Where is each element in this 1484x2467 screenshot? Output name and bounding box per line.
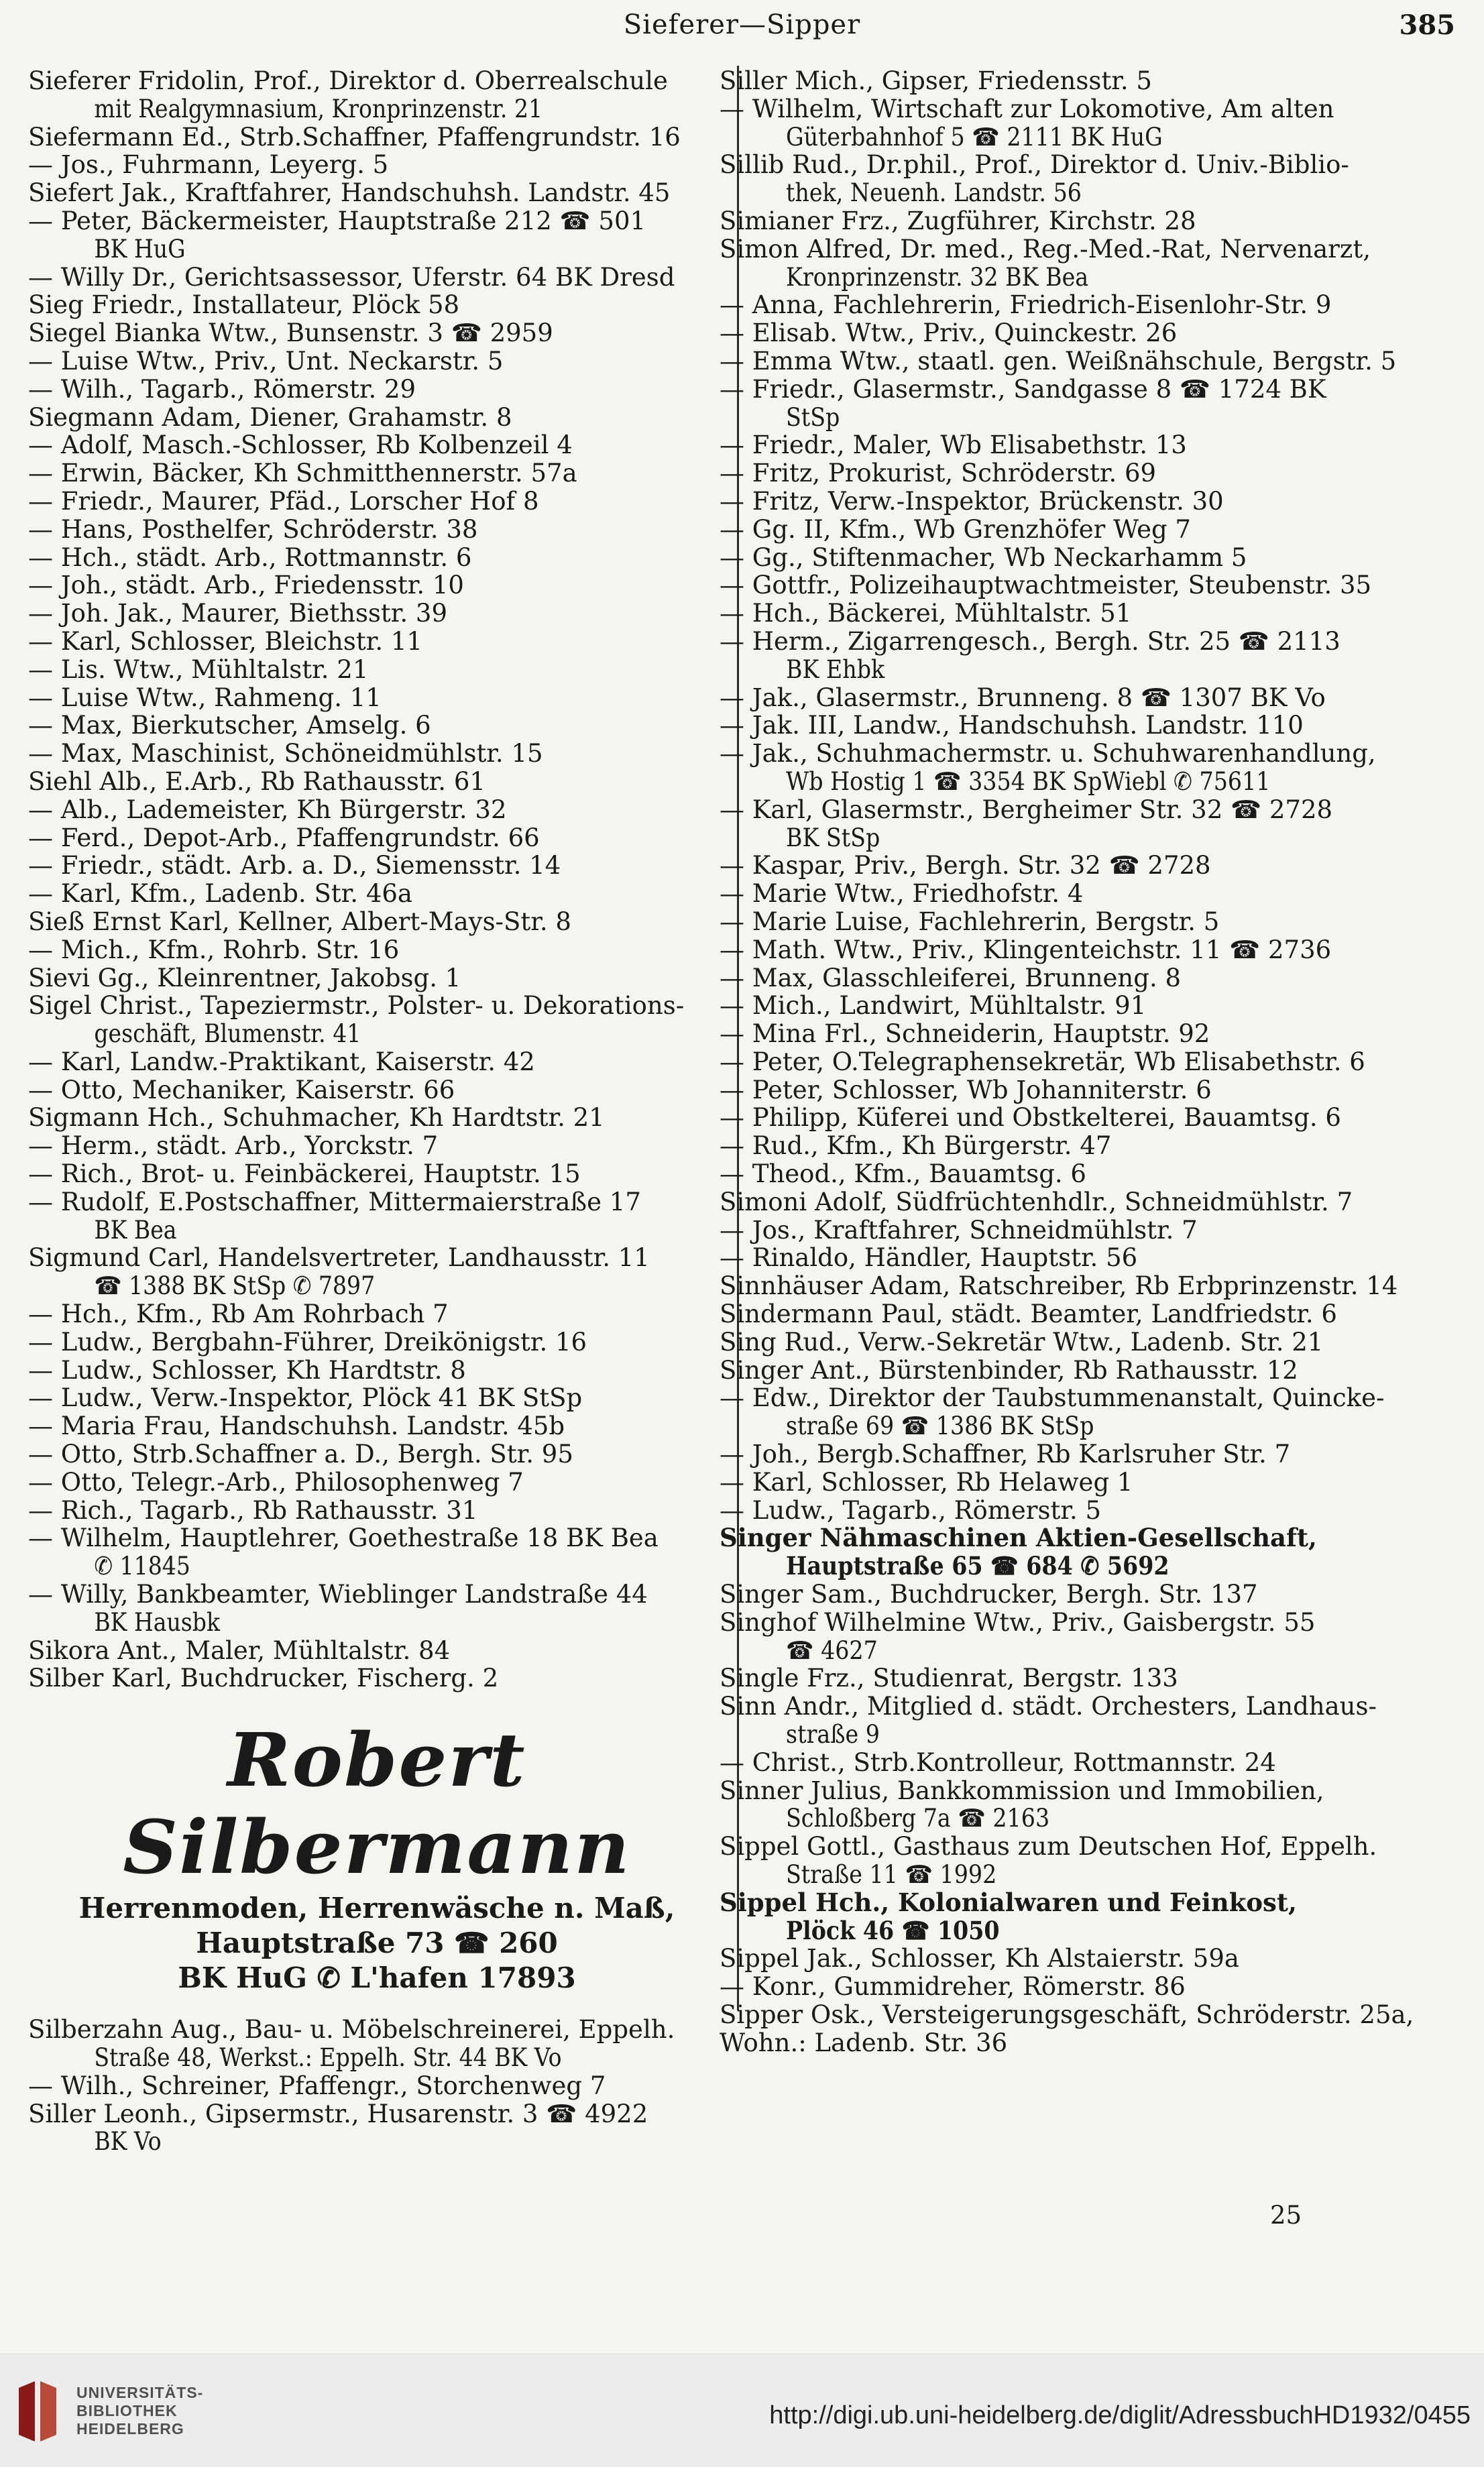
- directory-entry: — Herm., städt. Arb., Yorckstr. 7: [28, 1131, 439, 1161]
- page-header-number: 385: [1399, 9, 1455, 41]
- directory-entry: Straße 48, Werkst.: Eppelh. Str. 44 BK Vo: [94, 2043, 562, 2073]
- directory-entry: Straße 11 ☎ 1992: [786, 1860, 997, 1889]
- directory-entry: thek, Neuenh. Landstr. 56: [786, 178, 1082, 208]
- directory-entry: Sippel Jak., Schlosser, Kh Alstaierstr. 59a: [720, 1944, 1239, 1973]
- directory-entry: Simon Alfred, Dr. med., Reg.-Med.-Rat, Nervenarzt,: [720, 234, 1371, 264]
- directory-entry: — Christ., Strb.Kontrolleur, Rottmannstr. 24: [720, 1747, 1276, 1777]
- directory-entry: Simoni Adolf, Südfrüchtenhdlr., Schneidmühlstr. 7: [720, 1187, 1353, 1216]
- right-entries: [720, 67, 1457, 2057]
- directory-entry: — Konr., Gummidreher, Römerstr. 86: [720, 1972, 1186, 2002]
- directory-entry: geschäft, Blumenstr. 41: [94, 1019, 361, 1049]
- directory-entry: — Jak. III, Landw., Handschuhsh. Landstr. 110: [720, 711, 1304, 740]
- directory-entry: Sigmund Carl, Handelsvertreter, Landhausstr. 11: [28, 1243, 650, 1273]
- directory-entry: Siefermann Ed., Strb.Schaffner, Pfaffengrundstr. 16: [28, 122, 681, 152]
- ad-line-1: Herrenmoden, Herrenwäsche n. Maß,: [78, 1892, 675, 1925]
- directory-entry: ☎ 4627: [786, 1636, 878, 1665]
- directory-entry: — Math. Wtw., Priv., Klingenteichstr. 11 ☎ 2736: [720, 935, 1332, 964]
- source-url-link[interactable]: http://digi.ub.uni-heidelberg.de/diglit/AdressbuchHD1932/0455: [769, 2401, 1471, 2429]
- directory-entry: Siller Leonh., Gipsermstr., Husarenstr. 3 ☎ 4922: [28, 2099, 648, 2128]
- directory-entry: — Rud., Kfm., Kh Bürgerstr. 47: [720, 1131, 1112, 1161]
- directory-entry: — Gottfr., Polizeihauptwachtmeister, Steubenstr. 35: [720, 571, 1372, 600]
- directory-entry: — Marie Wtw., Friedhofstr. 4: [720, 879, 1084, 909]
- directory-entry: — Wilh., Tagarb., Römerstr. 29: [28, 374, 416, 404]
- directory-entry: straße 69 ☎ 1386 BK StSp: [786, 1412, 1094, 1441]
- directory-entry: — Elisab. Wtw., Priv., Quinckestr. 26: [720, 319, 1178, 348]
- directory-entry: — Mich., Kfm., Rohrb. Str. 16: [28, 935, 400, 964]
- institution-line: UNIVERSITÄTS-: [76, 2384, 204, 2401]
- directory-entry: Güterbahnhof 5 ☎ 2111 BK HuG: [786, 122, 1163, 152]
- directory-entry: — Erwin, Bäcker, Kh Schmitthennerstr. 57a: [28, 459, 577, 488]
- directory-entry: — Anna, Fachlehrerin, Friedrich-Eisenlohr-Str. 9: [720, 290, 1332, 320]
- directory-entry: — Max, Bierkutscher, Amselg. 6: [28, 711, 431, 740]
- directory-entry: — Hch., Kfm., Rb Am Rohrbach 7: [28, 1300, 449, 1329]
- directory-entry: — Wilhelm, Hauptlehrer, Goethestraße 18 BK Bea: [28, 1524, 659, 1553]
- directory-entry: — Luise Wtw., Priv., Unt. Neckarstr. 5: [28, 346, 504, 376]
- directory-entry: BK Hausbk: [94, 1607, 221, 1637]
- directory-entry: Sigmann Hch., Schuhmacher, Kh Hardtstr. 21: [28, 1103, 605, 1133]
- directory-entry: — Willy Dr., Gerichtsassessor, Uferstr. 64 BK Dresd: [28, 262, 675, 292]
- directory-entry: mit Realgymnasium, Kronprinzenstr. 21: [94, 94, 543, 123]
- directory-entry: BK Vo: [94, 2127, 162, 2157]
- directory-entry: — Theod., Kfm., Bauamtsg. 6: [720, 1159, 1086, 1189]
- directory-entry: — Emma Wtw., staatl. gen. Weißnähschule, Bergstr. 5: [720, 346, 1397, 376]
- directory-entry: — Willy, Bankbeamter, Wieblinger Landstraße 44: [28, 1580, 648, 1609]
- directory-entry: — Jos., Kraftfahrer, Schneidmühlstr. 7: [720, 1215, 1198, 1245]
- directory-entry: Sing Rud., Verw.-Sekretär Wtw., Ladenb. Str. 21: [720, 1327, 1324, 1357]
- directory-entry: BK Ehbk: [786, 654, 885, 684]
- directory-entry: — Mina Frl., Schneiderin, Hauptstr. 92: [720, 1019, 1210, 1049]
- directory-entry: ✆ 11845: [94, 1552, 190, 1581]
- directory-entry: straße 9: [786, 1720, 880, 1749]
- directory-entry: — Ludw., Bergbahn-Führer, Dreikönigstr. 16: [28, 1327, 587, 1357]
- ad-company-name: Robert Silbermann: [123, 1717, 631, 1891]
- directory-entry: Hauptstraße 65 ☎ 684 ✆ 5692: [786, 1551, 1169, 1581]
- directory-entry: Silberzahn Aug., Bau- u. Möbelschreinerei, Eppelh.: [28, 2015, 675, 2045]
- directory-entry: — Fritz, Verw.-Inspektor, Brückenstr. 30: [720, 486, 1224, 516]
- directory-entry: StSp: [786, 402, 840, 432]
- directory-entry: Single Frz., Studienrat, Bergstr. 133: [720, 1664, 1178, 1693]
- directory-entry: — Peter, Bäckermeister, Hauptstraße 212 ☎ 501: [28, 206, 646, 235]
- directory-entry: — Rich., Tagarb., Rb Rathausstr. 31: [28, 1495, 478, 1525]
- directory-entry: Sillib Rud., Dr.phil., Prof., Direktor d. Univ.-Biblio-: [720, 150, 1349, 180]
- directory-entry: — Karl, Schlosser, Bleichstr. 11: [28, 626, 422, 656]
- directory-entry: — Friedr., Maler, Wb Elisabethstr. 13: [720, 431, 1187, 460]
- directory-entry: — Karl, Glasermstr., Bergheimer Str. 32 ☎ 2728: [720, 795, 1333, 824]
- left-entries: [28, 67, 726, 1693]
- directory-entry: — Otto, Mechaniker, Kaiserstr. 66: [28, 1075, 455, 1104]
- directory-entry: Siefert Jak., Kraftfahrer, Handschuhsh. Landstr. 45: [28, 178, 671, 208]
- directory-entry: — Gg., Stiftenmacher, Wb Neckarhamm 5: [720, 542, 1247, 572]
- directory-entry: — Jak., Glasermstr., Brunneng. 8 ☎ 1307 BK Vo: [720, 683, 1326, 712]
- directory-entry: — Rich., Brot- u. Feinbäckerei, Hauptstr. 15: [28, 1159, 581, 1189]
- directory-entry: Sieferer Fridolin, Prof., Direktor d. Oberrealschule: [28, 66, 668, 95]
- directory-entry: — Philipp, Küferei und Obstkelterei, Bauamtsg. 6: [720, 1103, 1341, 1133]
- directory-entry: Sikora Ant., Maler, Mühltalstr. 84: [28, 1636, 451, 1665]
- directory-entry: Kronprinzenstr. 32 BK Bea: [786, 262, 1089, 292]
- directory-entry: Simianer Frz., Zugführer, Kirchstr. 28: [720, 206, 1196, 235]
- page-footer-number: 25: [1270, 2201, 1302, 2230]
- directory-entry: — Ludw., Schlosser, Kh Hardtstr. 8: [28, 1355, 466, 1385]
- directory-entry: — Friedr., städt. Arb. a. D., Siemensstr. 14: [28, 851, 561, 880]
- ad-line-2: Hauptstraße 73 ☎ 260: [196, 1927, 558, 1960]
- directory-entry: BK Bea: [94, 1215, 177, 1245]
- directory-entry: Singer Ant., Bürstenbinder, Rb Rathausstr. 12: [720, 1355, 1298, 1385]
- directory-entry: — Gg. II, Kfm., Wb Grenzhöfer Weg 7: [720, 514, 1191, 544]
- right-column: [720, 67, 1457, 2057]
- directory-entry: — Hch., städt. Arb., Rottmannstr. 6: [28, 542, 472, 572]
- directory-entry: — Alb., Lademeister, Kh Bürgerstr. 32: [28, 795, 507, 824]
- directory-entry: Sindermann Paul, städt. Beamter, Landfriedstr. 6: [720, 1300, 1337, 1329]
- directory-entry: Singer Sam., Buchdrucker, Bergh. Str. 137: [720, 1580, 1258, 1609]
- directory-entry: — Otto, Telegr.-Arb., Philosophenweg 7: [28, 1467, 524, 1497]
- directory-entry: — Otto, Strb.Schaffner a. D., Bergh. Str. 95: [28, 1440, 573, 1469]
- directory-entry: — Joh., Bergb.Schaffner, Rb Karlsruher Str. 7: [720, 1440, 1291, 1469]
- directory-entry: — Luise Wtw., Rahmeng. 11: [28, 683, 382, 712]
- directory-entry: — Kaspar, Priv., Bergh. Str. 32 ☎ 2728: [720, 851, 1211, 880]
- directory-entry: — Herm., Zigarrengesch., Bergh. Str. 25 ☎ 2113: [720, 626, 1340, 656]
- directory-entry: Sieß Ernst Karl, Kellner, Albert-Mays-Str. 8: [28, 907, 571, 936]
- directory-entry: — Joh., städt. Arb., Friedensstr. 10: [28, 571, 464, 600]
- institution-line: BIBLIOTHEK: [76, 2402, 178, 2419]
- directory-entry: — Jak., Schuhmachermstr. u. Schuhwarenhandlung,: [720, 739, 1376, 768]
- directory-entry: Wb Hostig 1 ☎ 3354 BK SpWiebl ✆ 75611: [786, 766, 1271, 796]
- directory-entry: Siegmann Adam, Diener, Grahamstr. 8: [28, 402, 512, 432]
- directory-entry: — Wilhelm, Wirtschaft zur Lokomotive, Am alten: [720, 94, 1334, 123]
- directory-entry: BK HuG: [94, 234, 186, 264]
- directory-entry: — Ludw., Tagarb., Römerstr. 5: [720, 1495, 1102, 1525]
- directory-entry: Sinner Julius, Bankkommission und Immobilien,: [720, 1776, 1324, 1805]
- ad-line-3: BK HuG ✆ L'hafen 17893: [178, 1961, 576, 1995]
- directory-entry: — Peter, Schlosser, Wb Johanniterstr. 6: [720, 1075, 1212, 1104]
- university-logo-icon: [16, 2381, 59, 2442]
- left-column: [28, 67, 726, 2156]
- directory-entry: — Max, Maschinist, Schöneidmühlstr. 15: [28, 739, 543, 768]
- directory-entry: — Max, Glasschleiferei, Brunneng. 8: [720, 963, 1182, 992]
- directory-entry: Schloßberg 7a ☎ 2163: [786, 1804, 1050, 1833]
- left-entries-after-ad: [28, 2016, 726, 2156]
- directory-entry: — Friedr., Maurer, Pfäd., Lorscher Hof 8: [28, 486, 539, 516]
- advertisement: [28, 1717, 726, 1996]
- directory-entry: Plöck 46 ☎ 1050: [786, 1915, 1000, 1945]
- directory-entry: — Maria Frau, Handschuhsh. Landstr. 45b: [28, 1412, 565, 1441]
- directory-entry: — Joh. Jak., Maurer, Biethsstr. 39: [28, 599, 448, 628]
- page-header-title: Sieferer—Sipper: [623, 9, 861, 40]
- directory-entry: Siegel Bianka Wtw., Bunsenstr. 3 ☎ 2959: [28, 319, 553, 348]
- viewer-footer: [0, 2354, 1484, 2467]
- institution-name: [76, 2384, 203, 2438]
- directory-entry: Sippel Hch., Kolonialwaren und Feinkost,: [720, 1887, 1297, 1917]
- directory-entry: Siller Mich., Gipser, Friedensstr. 5: [720, 66, 1152, 95]
- directory-entry: — Peter, O.Telegraphensekretär, Wb Elisabethstr. 6: [720, 1047, 1365, 1076]
- directory-entry: ☎ 1388 BK StSp ✆ 7897: [94, 1271, 376, 1301]
- directory-entry: — Karl, Landw.-Praktikant, Kaiserstr. 42: [28, 1047, 535, 1076]
- directory-entry: — Edw., Direktor der Taubstummenanstalt, Quincke-: [720, 1383, 1385, 1413]
- directory-entry: Sieg Friedr., Installateur, Plöck 58: [28, 290, 460, 320]
- directory-entry: BK StSp: [786, 823, 880, 852]
- directory-entry: — Hans, Posthelfer, Schröderstr. 38: [28, 514, 478, 544]
- directory-entry: — Karl, Kfm., Ladenb. Str. 46a: [28, 879, 412, 909]
- directory-entry: Sippel Gottl., Gasthaus zum Deutschen Hof, Eppelh.: [720, 1832, 1377, 1861]
- directory-entry: — Rinaldo, Händler, Hauptstr. 56: [720, 1243, 1138, 1273]
- directory-entry: Sinnhäuser Adam, Ratschreiber, Rb Erbprinzenstr. 14: [720, 1271, 1398, 1301]
- directory-entry: — Karl, Schlosser, Rb Helaweg 1: [720, 1467, 1133, 1497]
- directory-entry: Silber Karl, Buchdrucker, Fischerg. 2: [28, 1664, 499, 1693]
- directory-entry: Sipper Osk., Versteigerungsgeschäft, Schröderstr. 25a,: [720, 2000, 1414, 2029]
- directory-entry: Sievi Gg., Kleinrentner, Jakobsg. 1: [28, 963, 461, 992]
- directory-entry: Wohn.: Ladenb. Str. 36: [720, 2028, 1008, 2057]
- directory-entry: — Hch., Bäckerei, Mühltalstr. 51: [720, 599, 1132, 628]
- directory-entry: — Marie Luise, Fachlehrerin, Bergstr. 5: [720, 907, 1220, 936]
- directory-entry: — Jos., Fuhrmann, Leyerg. 5: [28, 150, 389, 180]
- directory-entry: — Mich., Landwirt, Mühltalstr. 91: [720, 991, 1147, 1021]
- directory-entry: — Adolf, Masch.-Schlosser, Rb Kolbenzeil 4: [28, 431, 573, 460]
- directory-entry: Siehl Alb., E.Arb., Rb Rathausstr. 61: [28, 766, 486, 796]
- directory-entry: Singer Nähmaschinen Aktien-Gesellschaft,: [720, 1523, 1317, 1553]
- directory-entry: Sinn Andr., Mitglied d. städt. Orchesters, Landhaus-: [720, 1692, 1377, 1721]
- directory-entry: — Lis. Wtw., Mühltalstr. 21: [28, 654, 369, 684]
- directory-entry: — Wilh., Schreiner, Pfaffengr., Storchenweg 7: [28, 2071, 606, 2100]
- directory-entry: Sigel Christ., Tapeziermstr., Polster- u. Dekorations-: [28, 991, 685, 1021]
- directory-entry: — Fritz, Prokurist, Schröderstr. 69: [720, 459, 1157, 488]
- directory-entry: — Ludw., Verw.-Inspektor, Plöck 41 BK StSp: [28, 1383, 583, 1413]
- institution-line: HEIDELBERG: [76, 2420, 184, 2437]
- directory-entry: — Ferd., Depot-Arb., Pfaffengrundstr. 66: [28, 823, 540, 852]
- directory-entry: Singhof Wilhelmine Wtw., Priv., Gaisbergstr. 55: [720, 1607, 1316, 1637]
- directory-entry: — Friedr., Glasermstr., Sandgasse 8 ☎ 1724 BK: [720, 374, 1326, 404]
- directory-entry: — Rudolf, E.Postschaffner, Mittermaierstraße 17: [28, 1187, 641, 1216]
